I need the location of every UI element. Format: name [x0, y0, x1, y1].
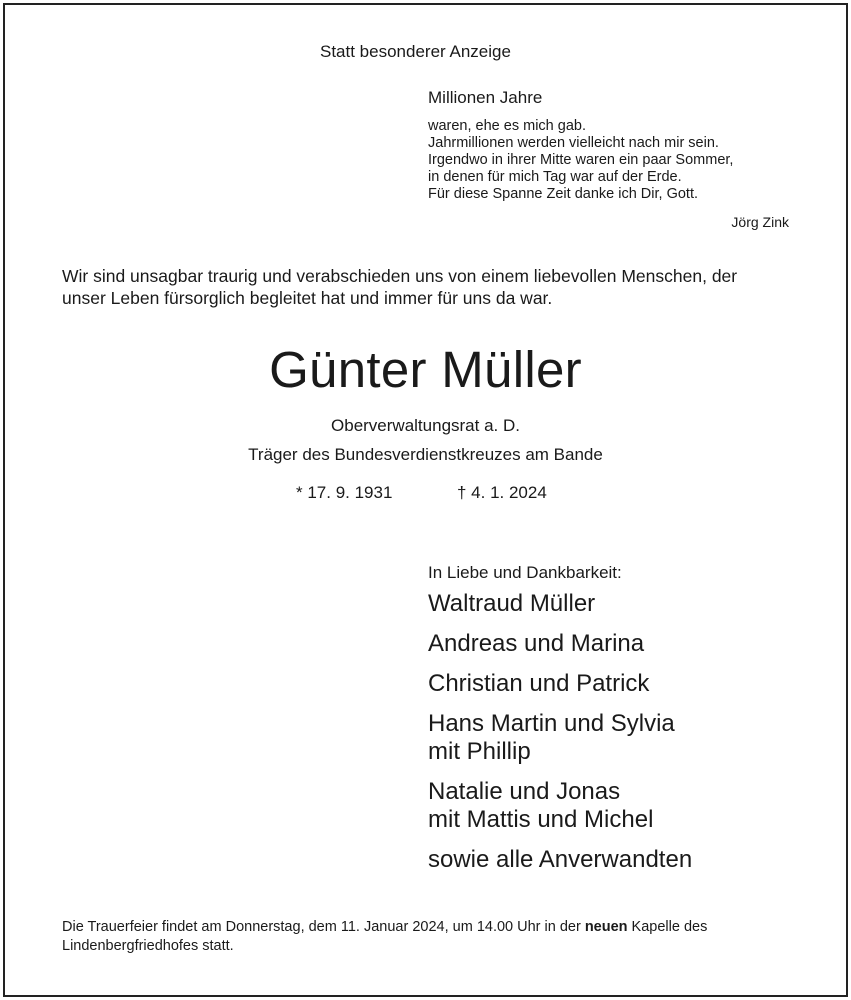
- mourner-line: sowie alle Anverwandten: [428, 846, 693, 873]
- poem-line: in denen für mich Tag war auf der Erde.: [428, 169, 682, 185]
- mourner-line: mit Mattis und Michel: [428, 806, 654, 833]
- poem-line: Jahrmillionen werden vielleicht nach mir sein.: [428, 135, 719, 151]
- birth-date: * 17. 9. 1931: [296, 483, 393, 502]
- mourner-line: Hans Martin und Sylvia: [428, 710, 675, 737]
- mourners-list: [428, 590, 692, 886]
- mourners-intro: In Liebe und Dankbarkeit:: [428, 563, 622, 582]
- intro-line: unser Leben fürsorglich begleitet hat und immer für uns da war.: [62, 288, 553, 308]
- mourner-line: Christian und Patrick: [428, 670, 650, 697]
- poem-line: Irgendwo in ihrer Mitte waren ein paar Sommer,: [428, 152, 734, 168]
- mourner-entry: [428, 630, 692, 658]
- poem-text: [428, 118, 733, 203]
- mourner-line: Andreas und Marina: [428, 630, 645, 657]
- intro-line: Wir sind unsagbar traurig und verabschieden uns von einem liebevollen Menschen, der: [62, 266, 738, 286]
- death-date: † 4. 1. 2024: [457, 483, 547, 502]
- deceased-title: Oberverwaltungsrat a. D.: [331, 416, 520, 435]
- poem-author: Jörg Zink: [731, 214, 789, 230]
- funeral-info-line: Die Trauerfeier findet am Donnerstag, dem 11. Januar 2024, um 14.00 Uhr in der neuen Kapelle des: [62, 919, 708, 935]
- mourner-entry: [428, 590, 692, 618]
- deceased-honor: Träger des Bundesverdienstkreuzes am Bande: [248, 445, 603, 464]
- mourner-entry: [428, 846, 692, 874]
- deceased-name: Günter Müller: [269, 341, 582, 398]
- poem-line: Für diese Spanne Zeit danke ich Dir, Gott.: [428, 186, 698, 202]
- mourner-line: Natalie und Jonas: [428, 778, 621, 805]
- poem-title: Millionen Jahre: [428, 88, 543, 107]
- emphasis-new: neuen: [584, 919, 628, 935]
- mourner-line: mit Phillip: [428, 738, 531, 765]
- mourner-entry: [428, 710, 692, 766]
- mourner-entry: [428, 670, 692, 698]
- poem-line: waren, ehe es mich gab.: [428, 118, 586, 134]
- mourner-line: Waltraud Müller: [428, 590, 596, 617]
- funeral-info: [62, 918, 707, 956]
- mourner-entry: [428, 778, 692, 834]
- intro-text: [62, 265, 737, 309]
- funeral-info-line: Lindenbergfriedhofes statt.: [62, 938, 234, 954]
